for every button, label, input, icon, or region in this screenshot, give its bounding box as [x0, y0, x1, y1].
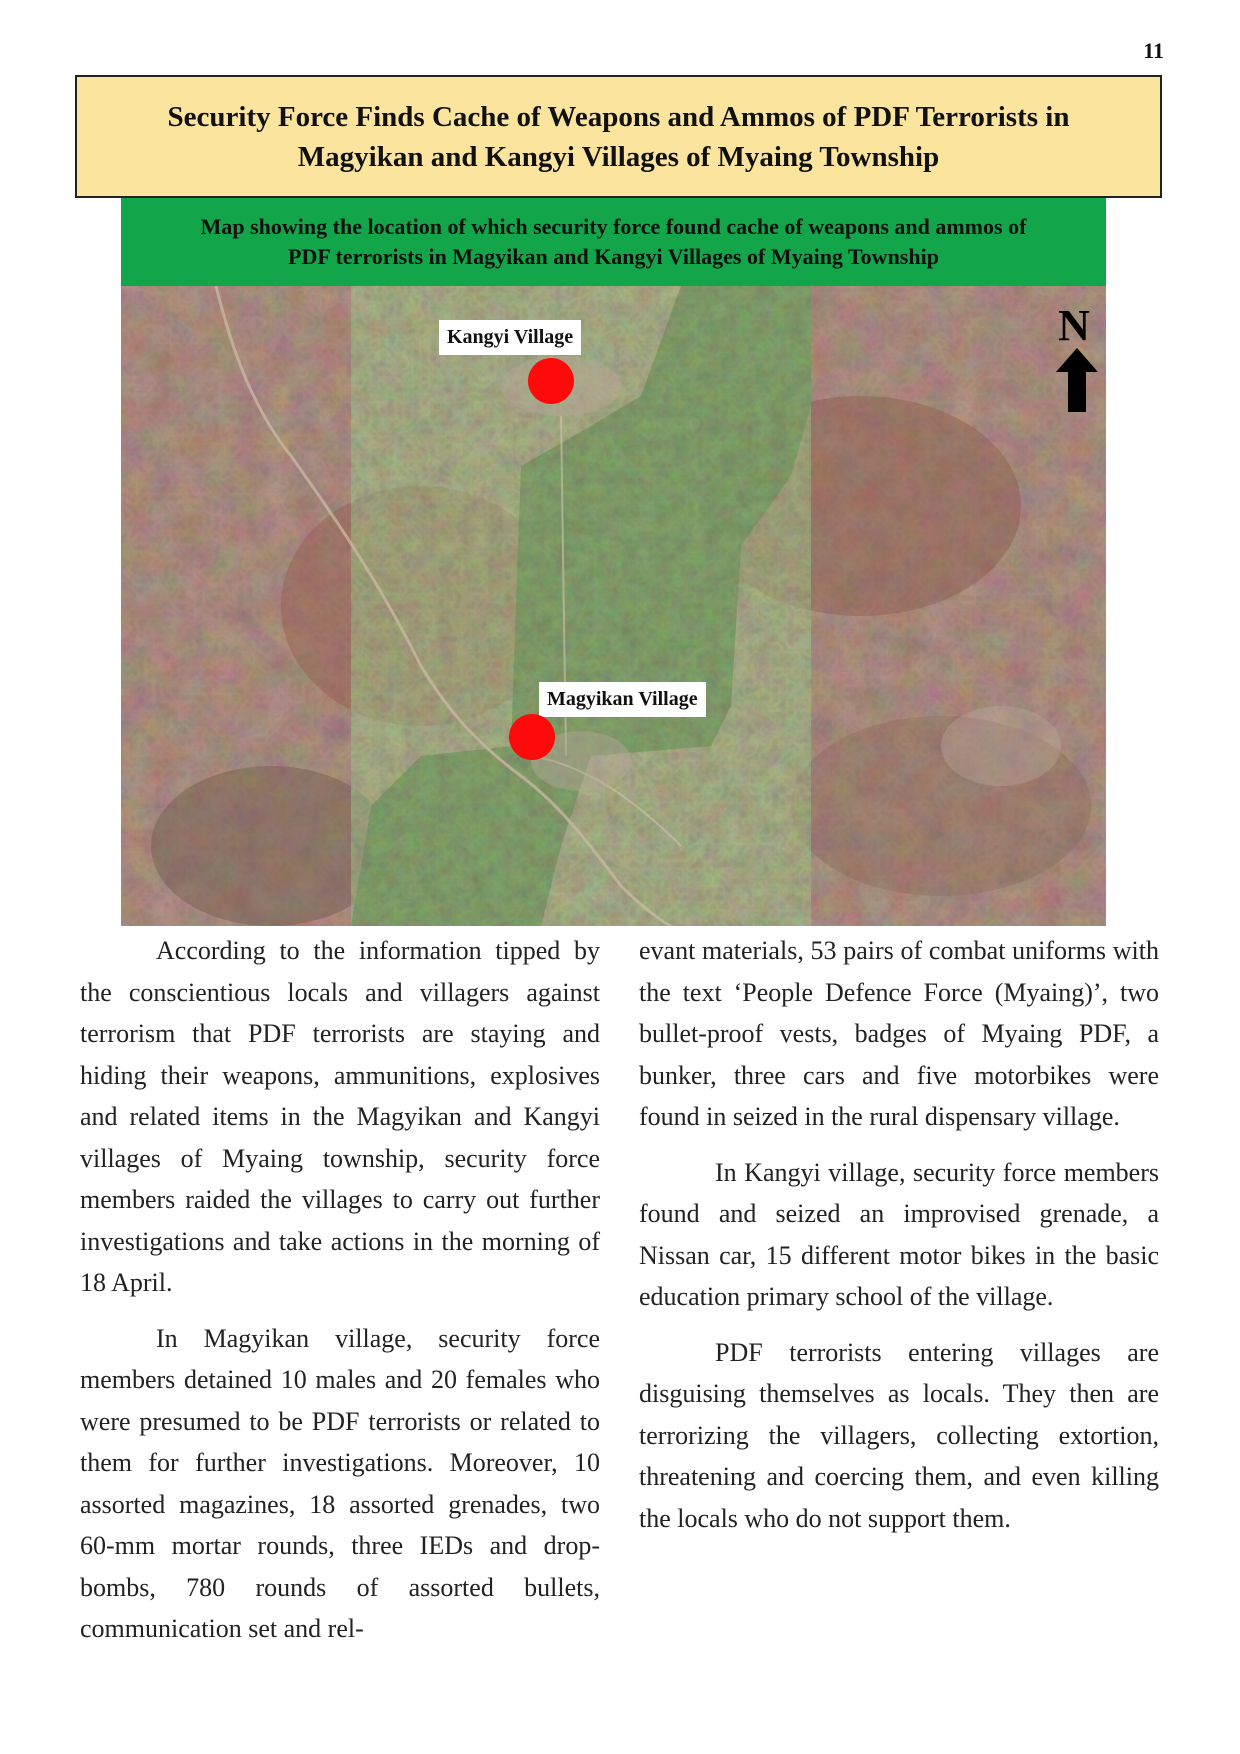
north-arrow-icon [1052, 300, 1102, 420]
page-number: 11 [1143, 38, 1164, 63]
map-caption-line-1: Map showing the location of which security force found cache of weapons and ammos of [200, 214, 1027, 239]
paragraph-terrorists: PDF terrorists entering villages are disguising themselves as locals. They then are terrorizing the villagers, collecting extortion, threatening and coercing them, and even killing the locals who do not support them. [639, 1337, 1159, 1533]
map-marker-magyikan [509, 714, 555, 760]
paragraph-raid: According to the information tipped by the conscientious locals and villagers against terrorism that PDF terrorists are staying and hiding their weapons, ammunitions, explosives and related items in the Magyikan and Kangyi villages of Myaing township, security force members raided the villages to carry out further investigations and take actions in the morning of 18 April. [80, 936, 600, 1297]
headline-box [75, 75, 1162, 198]
map-marker-kangyi [528, 358, 574, 404]
map-label-kangyi-village: Kangyi Village [439, 320, 581, 355]
north-label: N [1058, 301, 1090, 350]
map-caption-line-2: PDF terrorists in Magyikan and Kangyi Villages of Myaing Township [288, 244, 939, 269]
paragraph-magyikan: In Magyikan village, security force members detained 10 males and 20 females who were presumed to be PDF terrorists or related to them for further investigations. Moreover, 10 assorted magazines, 18 assorted grenades, two 60-mm mortar rounds, three IEDs and drop-bombs, 780 rounds of assorted bullets, communication set and rel- [80, 1323, 600, 1643]
headline-line-1: Security Force Finds Cache of Weapons and Ammos of PDF Terrorists in [167, 100, 1070, 133]
satellite-imagery [121, 286, 1106, 926]
article-column-right [639, 930, 1159, 1539]
satellite-map [121, 286, 1106, 926]
headline-line-2: Magyikan and Kangyi Villages of Myaing Township [297, 140, 940, 173]
paragraph-magyikan-continued: evant materials, 53 pairs of combat uniforms with the text ‘People Defence Force (Myaing)’, two bullet-proof vests, badges of Myaing PDF, a bunker, three cars and five motorbikes were found in seized in the rural dispensary village. [639, 936, 1159, 1131]
map-caption [121, 198, 1106, 286]
article-column-left [80, 930, 600, 1650]
paragraph-kangyi: In Kangyi village, security force members found and seized an improvised grenade, a Nissan car, 15 different motor bikes in the basic education primary school of the village. [639, 1157, 1159, 1311]
map-label-magyikan-village: Magyikan Village [539, 682, 706, 717]
